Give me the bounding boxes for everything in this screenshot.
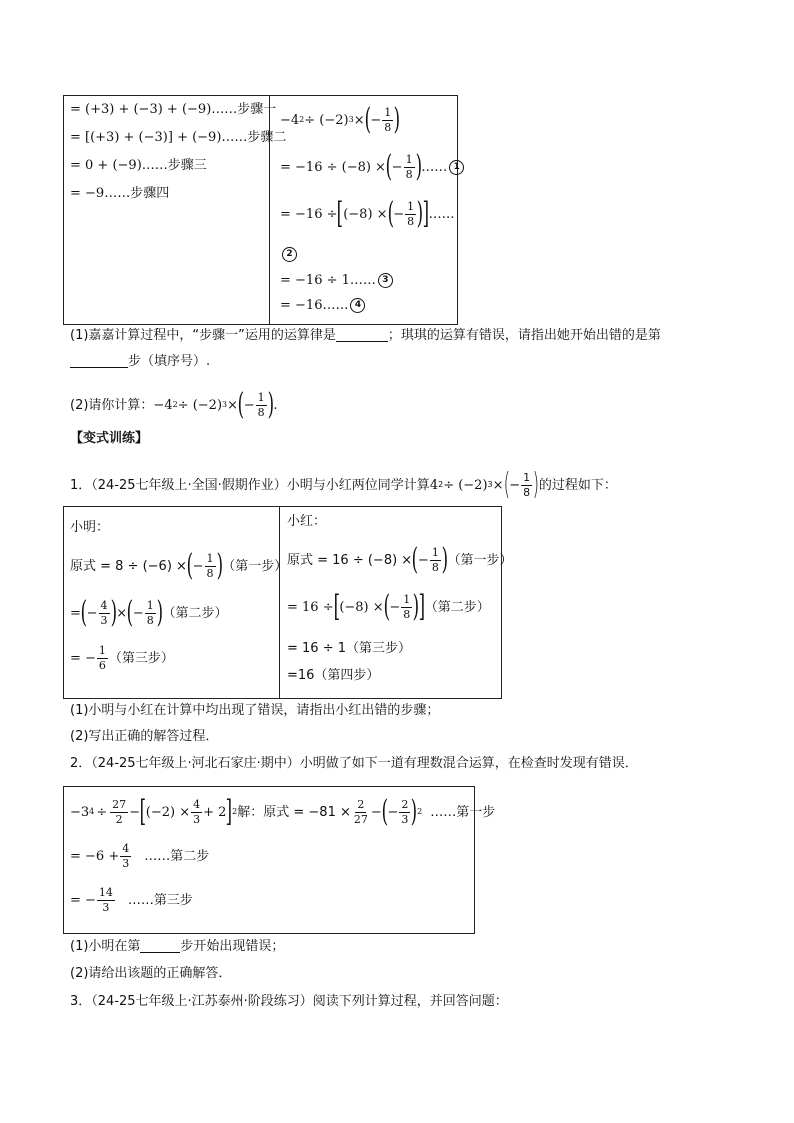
- xiaoming-step-3: = − $\frac{1}{6}$ （第三步）: [70, 644, 174, 672]
- left-step-3: = 0 + (−9) ……步骤三: [70, 158, 207, 173]
- xiaohong-step-3: = 16 ÷ 1（第三步）: [287, 641, 411, 656]
- right-expr-6: = −16 …… 4: [280, 298, 365, 313]
- circled-number-3: 3: [378, 273, 393, 288]
- xiaoming-title: 小明：: [70, 520, 110, 535]
- xiaoming-step-1: 原式 = 8 ÷ (−6) × ( − $\frac{1}{8}$ ) （第一步）: [70, 548, 288, 583]
- question-1-line-2: 步（填序号）.: [70, 355, 210, 368]
- left-step-1: = (+3) + (−3) + (−9) ……步骤一: [70, 102, 277, 117]
- right-expr-1: −4 2 ÷ (−2) 3 × ( − $\frac{1}{8}$ ): [280, 102, 401, 137]
- xiaohong-title: 小红：: [287, 514, 327, 529]
- section-title: 【变式训练】: [70, 431, 149, 446]
- circled-number-1: 1: [449, 160, 464, 175]
- problem-2-step-2: = −6 + $\frac{4}{3}$ ……第二步: [70, 842, 210, 870]
- xiaoming-step-2: = ( − $\frac{4}{3}$ ) × ( − $\frac{1}{8}$ ) （第二步）: [70, 595, 228, 630]
- problem-3-intro: 3．（24-25七年级上·江苏泰州·阶段练习）阅读下列计算过程，并回答问题：: [70, 994, 508, 1009]
- right-expr-5: = −16 ÷ 1 …… 3: [280, 273, 393, 288]
- question-2: (2)请你计算： −4 2 ÷ (−2) 3 × ( − $\frac{1}{8}$ ) .: [70, 387, 278, 422]
- left-step-2: = [(+3) + (−3)] + (−9) ……步骤二: [70, 130, 287, 145]
- xiaohong-step-2: = 16 ÷ [ (−8) × ( − $\frac{1}{8}$ ) ] （第二步）: [287, 589, 490, 624]
- problem-2-question-b: (2)请给出该题的正确解答．: [70, 966, 232, 981]
- problem-2-question-a: (1)小明在第 步开始出现错误；: [70, 939, 285, 954]
- problem-1-question-a: (1)小明与小红在计算中均出现了错误，请指出小红出错的步骤；: [70, 703, 440, 718]
- problem-2-step-1: −3 4 ÷ $\frac{27}{2}$ − [ (−2) × $\frac{4}{3}$ + 2 ] 2 解：原式 = −81 × $\frac{2}{27}$ − ( − $\frac{2}{3}$ ) 2 ……第一步: [70, 794, 496, 829]
- problem-1-table-divider: [279, 506, 280, 699]
- right-circled-2: [280, 247, 297, 262]
- left-step-4: = −9 ……步骤四: [70, 186, 170, 201]
- xiaohong-step-1: 原式 = 16 ÷ (−8) × ( − $\frac{1}{8}$ ) （第一步）: [287, 542, 513, 577]
- question-1-line-1: (1)嘉嘉计算过程中，“步骤一”运用的运算律是 ；琪琪的运算有错误，请指出她开始出错的是第: [70, 328, 661, 343]
- problem-1-question-b: (2)写出正确的解答过程．: [70, 729, 219, 744]
- xiaohong-step-4: =16（第四步）: [287, 668, 380, 683]
- circled-number-2: 2: [282, 247, 297, 262]
- right-expr-3: = −16 ÷ [ (−8) × ( − $\frac{1}{8}$ ) ] ……: [280, 196, 455, 231]
- answer-blank-error-step[interactable]: [140, 940, 180, 953]
- circled-number-4: 4: [350, 298, 365, 313]
- answer-blank-step[interactable]: [70, 355, 128, 368]
- problem-2-step-3: = − $\frac{14}{3}$ ……第三步: [70, 886, 193, 914]
- right-expr-2: = −16 ÷ (−8) × ( − $\frac{1}{8}$ ) …… 1: [280, 152, 464, 182]
- problem-2-intro: 2．（24-25七年级上·河北石家庄·期中）小明做了如下一道有理数混合运算，在检查时发现有错误．: [70, 756, 638, 771]
- answer-blank-law[interactable]: [336, 329, 388, 342]
- problem-1-intro: 1．（24-25七年级上·全国·假期作业）小明与小红两位同学计算 4 2 ÷ (−2) 3 × ( − $\frac{1}{8}$ ) 的过程如下：: [70, 467, 617, 502]
